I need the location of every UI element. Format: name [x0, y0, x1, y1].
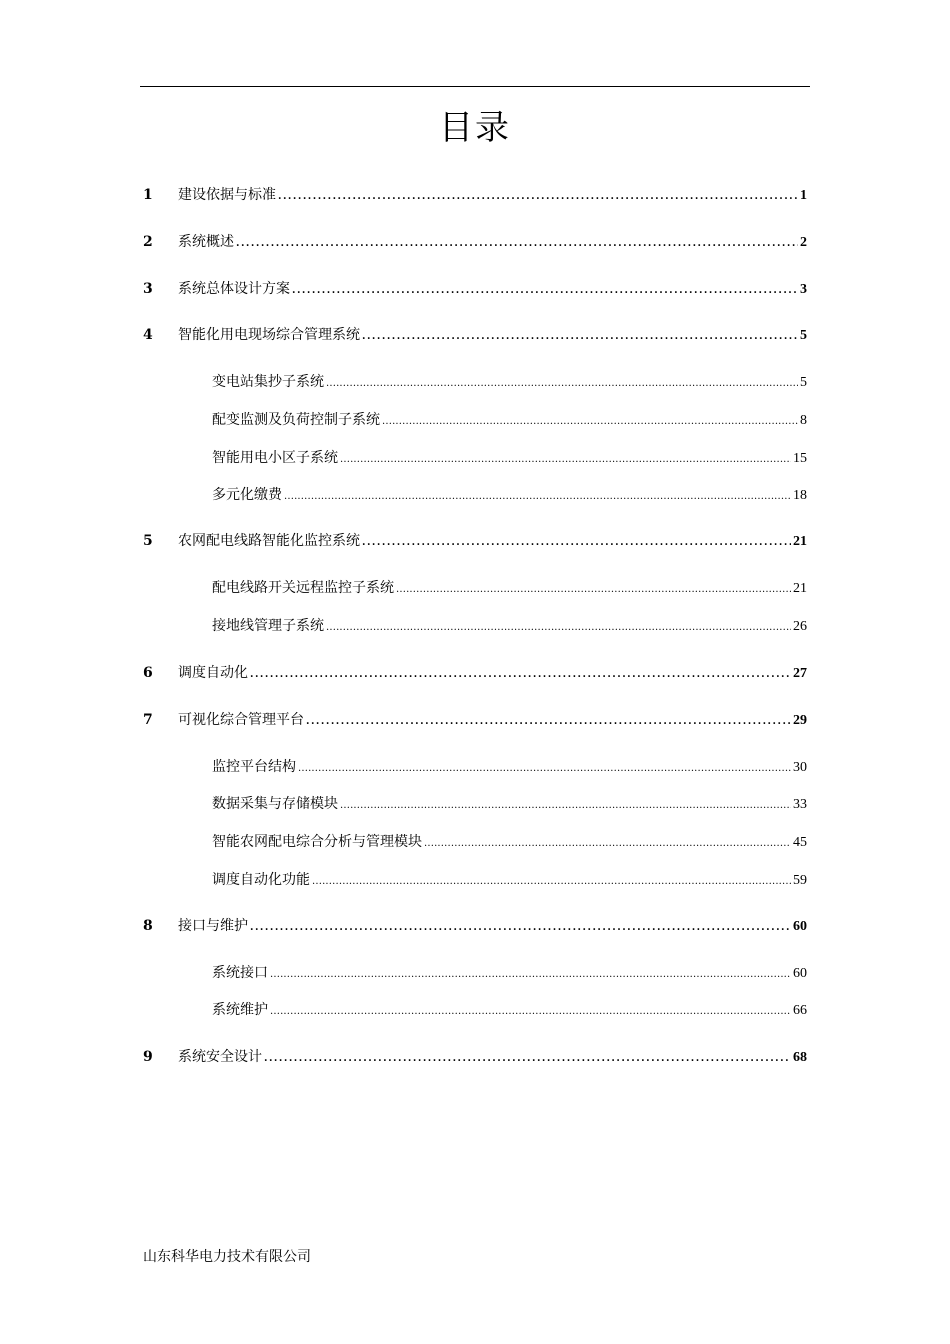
toc-entry[interactable]: [0, 831, 950, 853]
toc-entry-title: 可视化综合管理平台: [178, 712, 304, 728]
toc-dot-leader: [250, 917, 791, 939]
toc-entry-title: 配变监测及负荷控制子系统: [212, 412, 380, 428]
toc-dot-leader: [278, 186, 798, 208]
toc-entry-title: 智能用电小区子系统: [212, 450, 338, 466]
toc-entry-number: 9: [143, 1049, 153, 1065]
toc-entry-page: 21: [793, 534, 807, 549]
toc-dot-leader: [424, 833, 791, 855]
toc-entry[interactable]: [0, 371, 950, 393]
toc-entry-title: 农网配电线路智能化监控系统: [178, 533, 360, 549]
toc-entry-title: 系统接口: [212, 965, 268, 981]
toc-entry-title: 变电站集抄子系统: [212, 374, 324, 390]
toc-entry[interactable]: [0, 962, 950, 984]
toc-entry-page: 2: [800, 235, 807, 250]
toc-dot-leader: [326, 617, 791, 639]
toc-entry-title: 监控平台结构: [212, 759, 296, 775]
toc-entry[interactable]: [0, 999, 950, 1021]
toc-entry-number: 7: [143, 712, 153, 728]
company-footer: 山东科华电力技术有限公司: [143, 1249, 311, 1265]
toc-entry[interactable]: [0, 793, 950, 815]
toc-entry-title: 建设依据与标准: [178, 187, 276, 203]
toc-entry[interactable]: [0, 447, 950, 469]
toc-entry[interactable]: [0, 709, 950, 731]
toc-dot-leader: [284, 486, 791, 508]
toc-entry[interactable]: [0, 915, 950, 937]
toc-entry[interactable]: [0, 278, 950, 300]
toc-entry[interactable]: [0, 577, 950, 599]
toc-entry-page: 68: [793, 1050, 807, 1065]
toc-dot-leader: [298, 758, 791, 780]
toc-entry-page: 8: [800, 413, 807, 428]
toc-entry[interactable]: [0, 869, 950, 891]
toc-entry[interactable]: [0, 662, 950, 684]
toc-entry-title: 数据采集与存储模块: [212, 796, 338, 812]
toc-entry-page: 3: [800, 282, 807, 297]
toc-dot-leader: [326, 373, 798, 395]
toc-entry-page: 5: [800, 375, 807, 390]
toc-entry-title: 配电线路开关远程监控子系统: [212, 580, 394, 596]
toc-entry-number: 8: [143, 918, 153, 934]
toc-dot-leader: [292, 280, 798, 302]
toc-entry-title: 智能化用电现场综合管理系统: [178, 327, 360, 343]
toc-entry-number: 1: [143, 187, 153, 203]
toc-dot-leader: [270, 964, 791, 986]
toc-dot-leader: [270, 1001, 791, 1023]
page-title: 目录: [439, 108, 511, 148]
toc-dot-leader: [236, 233, 798, 255]
toc-entry[interactable]: [0, 756, 950, 778]
toc-entry-title: 系统概述: [178, 234, 234, 250]
toc-dot-leader: [306, 711, 791, 733]
toc-entry-number: 2: [143, 234, 153, 250]
toc-entry-number: 6: [143, 665, 153, 681]
toc-dot-leader: [396, 579, 791, 601]
toc-entry-number: 3: [143, 281, 153, 297]
toc-dot-leader: [264, 1048, 791, 1070]
toc-entry-page: 30: [793, 760, 807, 775]
toc-entry-page: 15: [793, 451, 807, 466]
toc-entry-page: 59: [793, 873, 807, 888]
toc-entry-page: 21: [793, 581, 807, 596]
toc-entry-title: 系统安全设计: [178, 1049, 262, 1065]
toc-entry-title: 调度自动化功能: [212, 872, 310, 888]
toc-entry-page: 26: [793, 619, 807, 634]
toc-entry-page: 1: [800, 188, 807, 203]
toc-dot-leader: [312, 871, 791, 893]
toc-entry-page: 33: [793, 797, 807, 812]
toc-entry-title: 接地线管理子系统: [212, 618, 324, 634]
toc-dot-leader: [340, 449, 791, 471]
toc-dot-leader: [362, 532, 791, 554]
toc-entry-title: 多元化缴费: [212, 487, 282, 503]
toc-dot-leader: [250, 664, 791, 686]
toc-entry-title: 接口与维护: [178, 918, 248, 934]
toc-entry-title: 调度自动化: [178, 665, 248, 681]
toc-entry-title: 系统维护: [212, 1002, 268, 1018]
toc-entry[interactable]: [0, 324, 950, 346]
toc-entry[interactable]: [0, 484, 950, 506]
toc-entry-page: 18: [793, 488, 807, 503]
toc-entry-title: 智能农网配电综合分析与管理模块: [212, 834, 422, 850]
toc-entry-page: 60: [793, 919, 807, 934]
toc-entry-page: 29: [793, 713, 807, 728]
toc-entry[interactable]: [0, 530, 950, 552]
toc-dot-leader: [340, 795, 791, 817]
toc-entry-page: 45: [793, 835, 807, 850]
toc-entry-number: 4: [143, 327, 153, 343]
toc-entry-title: 系统总体设计方案: [178, 281, 290, 297]
toc-entry-number: 5: [143, 533, 153, 549]
toc-entry[interactable]: [0, 184, 950, 206]
toc-entry[interactable]: [0, 231, 950, 253]
toc-dot-leader: [382, 411, 798, 433]
toc-entry-page: 5: [800, 328, 807, 343]
toc-entry[interactable]: [0, 615, 950, 637]
toc-entry[interactable]: [0, 409, 950, 431]
toc-entry-page: 60: [793, 966, 807, 981]
toc-dot-leader: [362, 326, 798, 348]
toc-entry-page: 27: [793, 666, 807, 681]
toc-entry-page: 66: [793, 1003, 807, 1018]
toc-entry[interactable]: [0, 1046, 950, 1068]
